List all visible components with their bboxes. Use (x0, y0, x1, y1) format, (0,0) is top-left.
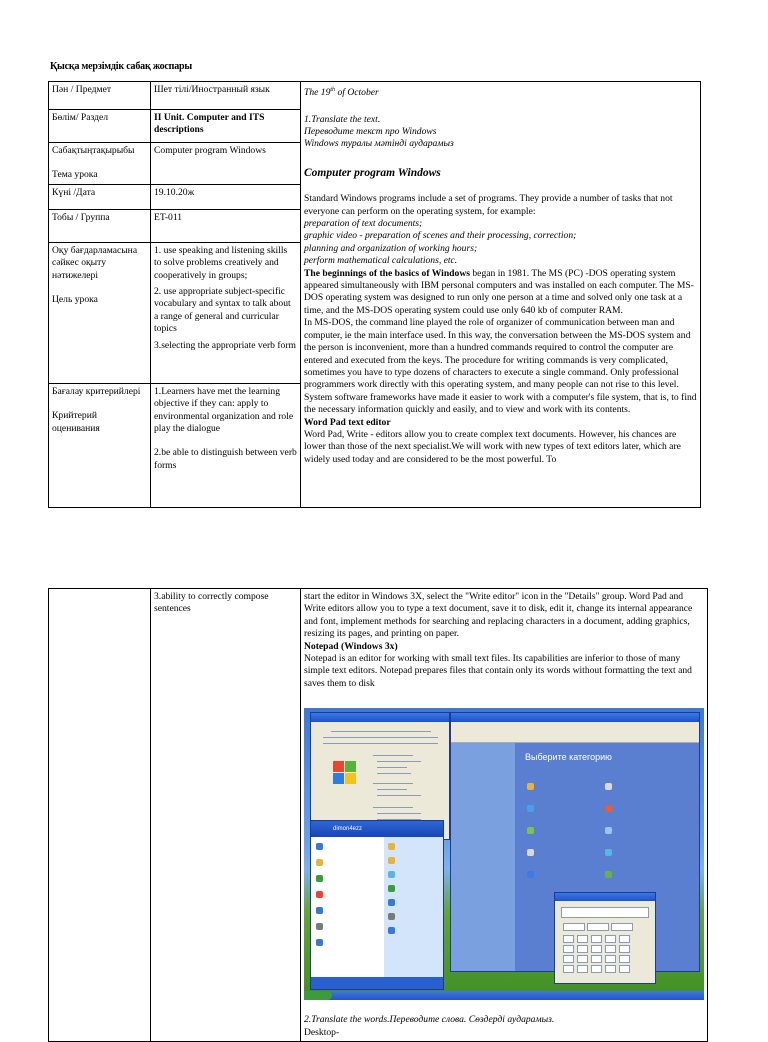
task1-line2: Переводите текст про Windows (304, 126, 437, 137)
lesson-content (301, 82, 701, 508)
label-group: Тобы / Группа (49, 209, 151, 242)
list-item: preparation of text documents; (304, 218, 423, 230)
value-topic: Computer program Windows (151, 143, 301, 185)
intro-paragraph: Standard Windows programs include a set of programs. They provide a number of tasks that not everyone can perform on the operating system, for example: (304, 193, 673, 217)
continued-paragraph: start the editor in Windows 3X, select the "Write editor" icon in the "Details" group. Word Pad and Write editors allow you to type a text document, save it to disk, edit it, change its internal appearance and font, implement methods for searching and replacing characters in a document, adding graphics, resizing its pages, and printing on paper. (304, 591, 693, 640)
value-subject: Шет тілі/Иностранный язык (151, 82, 301, 110)
vocab-word: Desktop- (304, 1026, 340, 1038)
value-objectives: 1. use speaking and listening skills to solve problems creatively and cooperatively in groups; 2. use appropriate subject-specific vocabulary and syntax to talk about a range of general and curricular topics 3.selecting the appropriate verb form (151, 242, 301, 383)
lesson-plan-table (48, 81, 701, 508)
lesson-content-continued (301, 589, 708, 1042)
value-date: 19.10.20ж (151, 184, 301, 209)
list-item: perform mathematical calculations, etc. (304, 255, 458, 267)
task2-line: 2.Translate the words.Переводите слова. Сөздерді аударамыз. (304, 1014, 555, 1026)
taskbar (304, 991, 704, 1000)
wordpad-paragraph: Word Pad, Write - editors allow you to create complex text documents. However, his chances are lower than those of the next specialist.We will work with new types of text editors later, which are widely used today and are considered to be the most powerful. To (304, 428, 681, 465)
windows-xp-screenshot (304, 708, 704, 1000)
value-group: ET-011 (151, 209, 301, 242)
label-topic: Сабақтыңтақырыбы Тема урока (49, 143, 151, 185)
cp-category-heading: Выберите категорию (525, 752, 612, 763)
windows-logo-icon (333, 761, 357, 785)
notepad-heading: Notepad (Windows 3x) (304, 640, 398, 652)
msdos-paragraph: In MS-DOS, the command line played the role of organizer of communication between man and computer, ie the main interface used. In this way, the conversation between the MS-DOS system and the person is inconvenient, more than a hundred commands required to control the computer are entered and executed from the keys. The procedure for writing commands is very complicated, sometimes you have to type dozens of characters to execute a single command. Only professional programmers work directly with this operating system, and many people can not rise to this level. System software frameworks have made it easier to work with a computer's file system, that is, to find the necessary information quickly and easily, and to view and work with its contents. (304, 317, 697, 416)
label-date: Күні /Дата (49, 184, 151, 209)
text-heading: Computer program Windows (304, 166, 441, 179)
value-criteria-3: 3.ability to correctly compose sentences (151, 589, 301, 1042)
value-section: II Unit. Computer and ITS descriptions (151, 110, 301, 143)
list-item: graphic video - preparation of scenes and their processing, correction; (304, 230, 577, 242)
label-objectives: Оқу бағдарламасына сәйкес оқыту нәтижелері Цель урока (49, 242, 151, 383)
task1-line1: 1.Translate the text. (304, 113, 381, 125)
start-menu (310, 820, 444, 990)
wordpad-heading: Word Pad text editor (304, 416, 391, 428)
document-title: Қысқа мерзімдік сабақ жоспары (50, 61, 192, 72)
lesson-date: The 19th of October (304, 87, 379, 99)
label-subject: Пән / Предмет (49, 82, 151, 110)
task1-line3: Windows туралы мәтінді аударамыз (304, 138, 454, 150)
label-criteria: Бағалау критерийлері Крийтерий оценивания (49, 383, 151, 507)
value-criteria: 1.Learners have met the learning objective if they can: apply to environmental organization and role play the dialogue 2.be able to distinguish between verb forms (151, 383, 301, 507)
label-section: Бөлім/ Раздел (49, 110, 151, 143)
beginnings-paragraph: The beginnings of the basics of Windows began in 1981. The MS (PC) -DOS operating system appeared simultaneously with IBM personal computers and was installed on each computer. The MS-DOS operating system was designed to run only one person at a time and solved only one task at a time, and the MS-DOS operating system could use only 640 kb of computer RAM. (304, 267, 694, 316)
calculator-window (554, 892, 656, 984)
continued-label-cell (49, 589, 151, 1042)
list-item: planning and organization of working hours; (304, 242, 478, 254)
start-menu-user: dimon4ezz (311, 821, 443, 837)
lesson-plan-table-continued (48, 588, 708, 1042)
notepad-paragraph: Notepad is an editor for working with small text files. Its capabilities are inferior to those of many simple text editors. Notepad prepares files that contain only its words without formatting the text and saves them to disk (304, 653, 692, 689)
start-button (304, 991, 332, 1000)
